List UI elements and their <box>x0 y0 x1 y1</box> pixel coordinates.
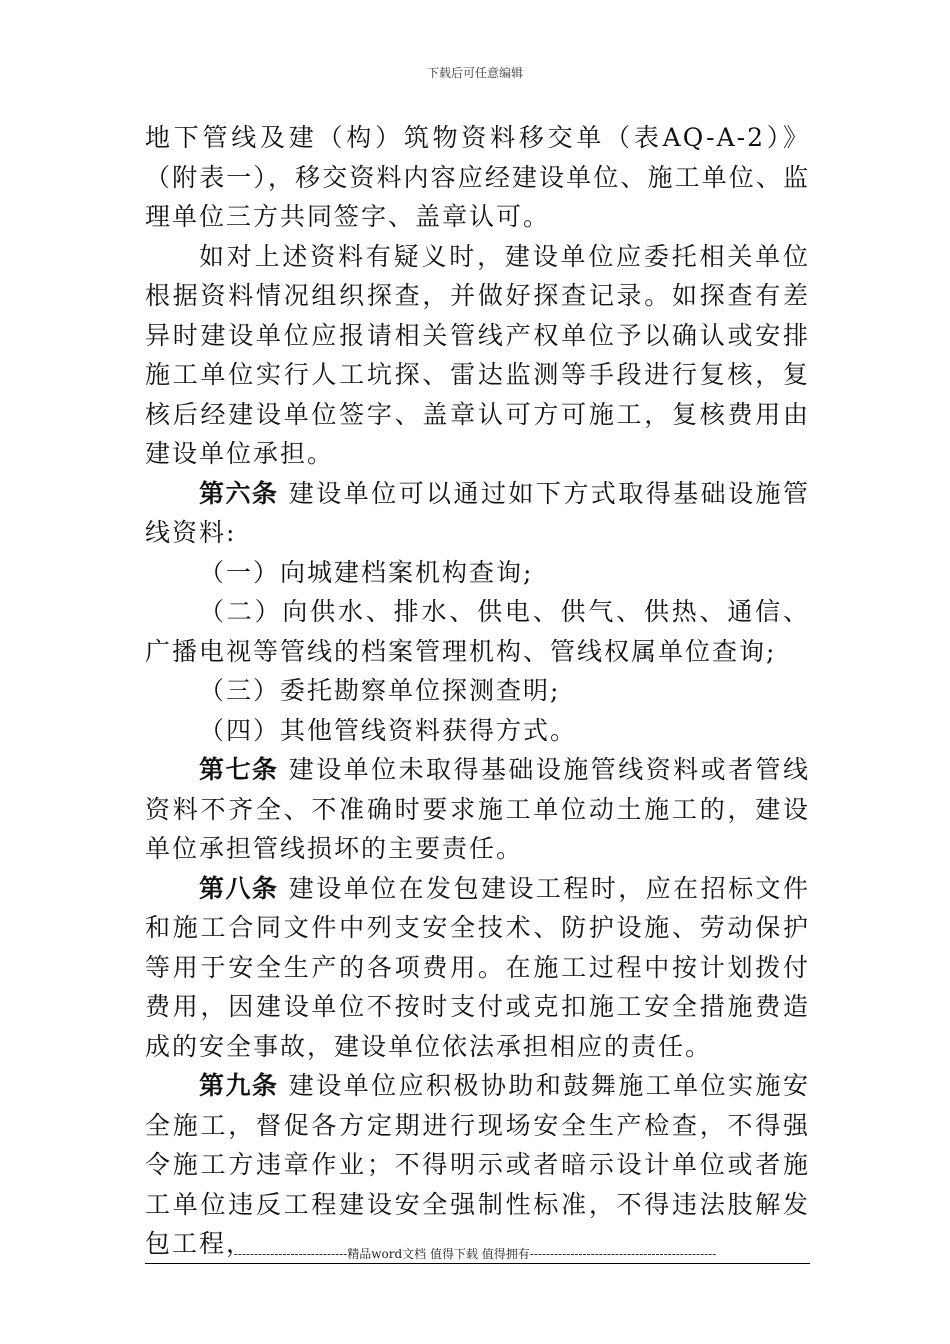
article-8 <box>145 869 810 1067</box>
article-text: 建设单位未取得基础设施管线资料或者管线资料不齐全、不准确时要求施工单位动土施工的，建设单位承担管线损坏的主要责任。 <box>145 755 810 863</box>
list-item <box>145 553 810 593</box>
paragraph-continued <box>145 118 810 237</box>
article-label: 第七条 <box>199 755 279 784</box>
list-item <box>145 671 810 711</box>
page-header-note: 下载后可任意编辑 <box>426 66 523 80</box>
article-label: 第六条 <box>199 478 279 508</box>
list-item-text: （三）委托勘察单位探测查明; <box>199 676 561 705</box>
article-9 <box>145 1066 810 1264</box>
document-body <box>145 118 810 1264</box>
article-text: 建设单位可以通过如下方式取得基础设施管线资料: <box>145 478 810 547</box>
article-text: 建设单位应积极协助和鼓舞施工单位实施安全施工，督促各方定期进行现场安全生产检查，不得强令施工方违章作业；不得明示或者暗示设计单位或者施工单位违反工程建设安全强制性标准，不得违法肢解发包工程， <box>145 1071 810 1258</box>
paragraph-text: 地下管线及建（构）筑物资料移交单（表AQ-A-2）》（附表一），移交资料内容应经建设单位、施工单位、监理单位三方共同签字、盖章认可。 <box>145 123 810 231</box>
footer-divider <box>145 1263 810 1264</box>
article-label: 第八条 <box>199 873 279 903</box>
article-7 <box>145 750 810 869</box>
article-6 <box>145 474 810 553</box>
list-item-text: （一）向城建档案机构查询; <box>199 557 534 587</box>
paragraph-text: 如对上述资料有疑义时，建设单位应委托相关单位根据资料情况组织探查，并做好探查记录。如探查有差异时建设单位应报请相关管线产权单位予以确认或安排施工单位实行人工坑探、雷达监测等手段进行复核，复核后经建设单位签字、盖章认可方可施工，复核费用由建设单位承担。 <box>145 241 810 468</box>
list-item-text: （四）其他管线资料获得方式。 <box>199 715 578 745</box>
list-item <box>145 592 810 671</box>
article-label: 第九条 <box>199 1071 279 1100</box>
article-text: 建设单位在发包建设工程时，应在招标文件和施工合同文件中列支安全技术、防护设施、劳动保护等用于安全生产的各项费用。在施工过程中按计划拨付费用，因建设单位不按时支付或克扣施工安全措施费造成的安全事故，建设单位依法承担相应的责任。 <box>145 873 810 1061</box>
paragraph <box>145 237 810 474</box>
list-item-text: （二）向供水、排水、供电、供气、供热、通信、广播电视等管线的档案管理机构、管线权属单位查询; <box>145 597 810 666</box>
list-item <box>145 711 810 751</box>
page-footer-note: ----------------------------精品word文档 值得下载 值得拥有---------------------------------------------- <box>233 1247 717 1261</box>
